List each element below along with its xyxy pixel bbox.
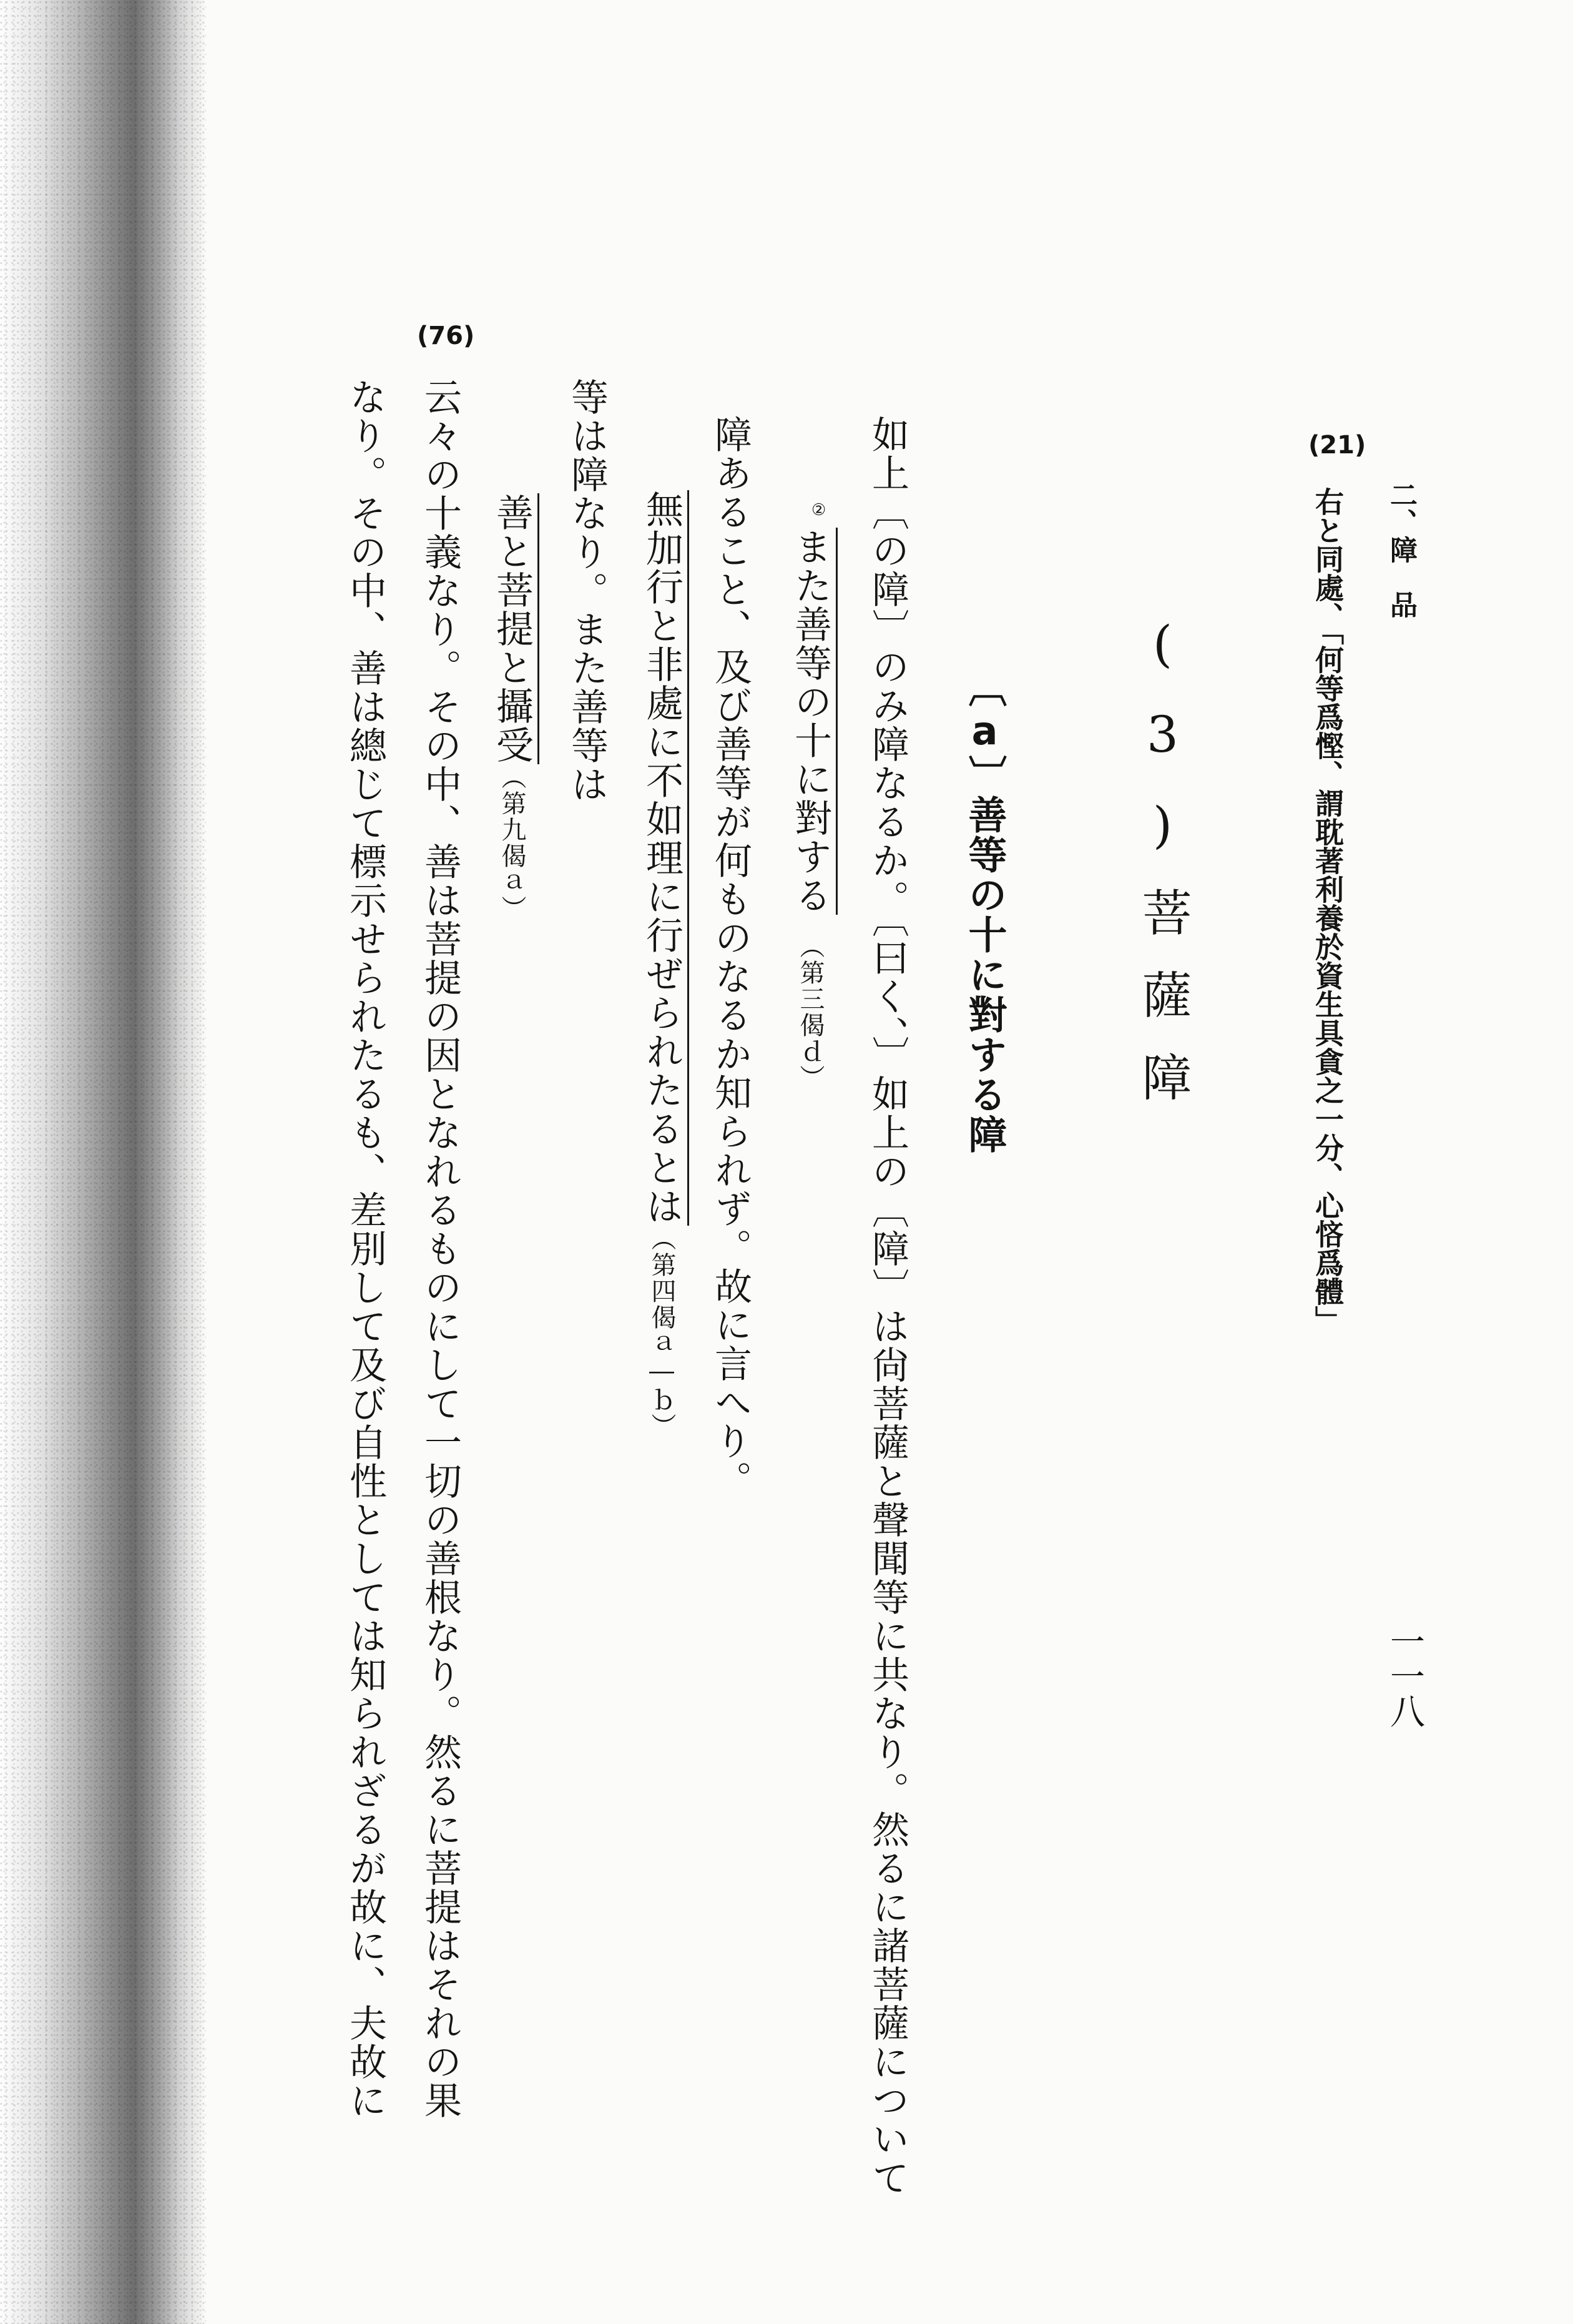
verse-line-3 [490,493,534,922]
verse-3-ref: （第九偈ａ） [497,764,526,922]
section-title: (3)菩薩障 [1134,615,1192,1134]
note-marker: (21) [1308,431,1366,460]
page-number: 一一八 [1384,1623,1425,1728]
verse-2-text: 無加行と非處に不如理に行ぜられたるとは [640,490,689,1226]
body-line-2: 障あること、及び善等が何ものなるか知られず。故に言へり。 [708,415,752,1499]
body-line-5: なり。その中、善は總じて標示せられたるも、差別して及び自性としては知られざるが故に、夫故に [343,378,387,2120]
verse-line-1 [788,528,832,1091]
note-text: 右と同處、「何等爲慳、謂耽著利養於資生具貪之一分、心悋爲體」 [1311,487,1345,1334]
body-line-3: 等は障なり。また善等は [565,378,609,804]
scan-noise [0,0,206,2324]
verse-1-ref: （第三偈ｄ） [796,933,825,1091]
footnote-number: ② [811,501,826,519]
body-line-4: 云々の十義なり。その中、善は菩提の因となれるものにして一切の善根なり。然るに菩提はそれの果 [418,378,462,2120]
note-marker-76: (76) [417,322,475,350]
verse-2-ref: （第四偈ａ―ｂ） [647,1226,676,1439]
verse-line-2 [640,490,684,1439]
subsection-title: 〔a〕善等の十に對する障 [962,668,1007,1155]
running-header: 二、障 品 [1385,481,1417,618]
verse-1-text: また善等の十に對する [788,528,838,915]
verse-3-text: 善と菩提と攝受 [490,493,539,764]
body-line-1: 如上〔の障〕のみ障なるか。〔曰く、〕如上の〔障〕は尙菩薩と聲聞等に共なり。然るに諸菩薩について [866,415,909,2197]
